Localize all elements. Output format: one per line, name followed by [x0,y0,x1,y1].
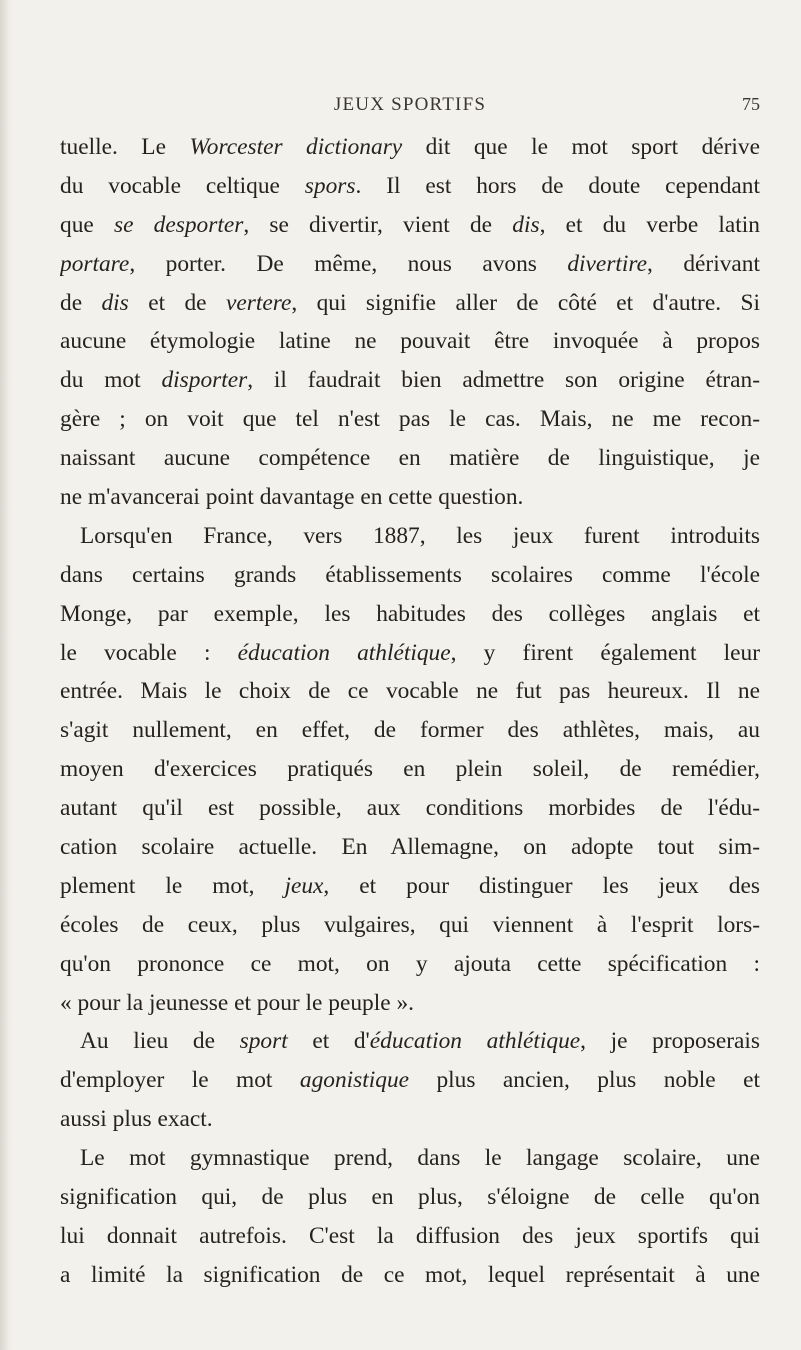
text-line [60,595,760,634]
text-segment: qu'on prononce ce mot, on y ajouta cette spécification : [60,950,760,977]
text-line [60,634,760,673]
text-segment: , et pour distinguer les jeux des [323,872,760,899]
text-line [60,361,760,400]
text-line [60,867,760,906]
italic-term: disporter [161,367,248,394]
running-title: JEUX SPORTIFS [333,94,487,115]
text-segment: naissant aucune compétence en matière de linguistique, je [60,445,760,472]
italic-term: éducation athlétique [369,1028,581,1055]
text-segment: Lorsqu'en France, vers 1887, les jeux furent introduits [80,522,760,549]
text-line [60,789,760,828]
page-edge-shadow [0,0,14,1350]
page-number: 75 [742,94,760,114]
text-line [60,322,760,361]
text-segment: tuelle. Le [60,134,190,160]
italic-term: spors [304,172,356,199]
text-segment: , dérivant [647,250,760,277]
text-segment: que [60,211,114,238]
text-segment: Monge, par exemple, les habitudes des collèges anglais et [60,600,760,627]
italic-term: agonistique [299,1067,410,1094]
text-line [60,556,760,595]
text-line [60,1100,760,1139]
italic-term: Worcester dictionary [189,134,403,160]
page-header [60,94,760,120]
text-segment: et d' [287,1028,370,1055]
text-line [60,906,760,945]
text-line [60,750,760,789]
text-segment: , se divertir, vient de [243,211,513,238]
text-line [60,439,760,478]
text-line [60,1256,760,1295]
text-line [60,167,760,206]
text-line [60,245,760,284]
text-segment: le vocable : [60,639,238,666]
text-line [60,128,760,167]
text-segment: dit que le mot sport dérive [402,134,760,160]
text-line [60,711,760,750]
text-line [60,400,760,439]
text-segment: du vocable celtique [60,172,305,199]
text-segment: . Il est hors de doute cependant [355,172,760,199]
text-line [60,284,760,323]
italic-term: portare [60,250,130,277]
text-segment: , et du verbe latin [539,211,760,238]
text-segment: signification qui, de plus en plus, s'éloigne de celle qu'on [60,1184,760,1211]
text-segment: plus ancien, plus noble et [409,1067,760,1094]
text-segment: Le mot gymnastique prend, dans le langage scolaire, une [80,1145,760,1172]
text-segment: aussi plus exact. [60,1106,213,1133]
text-segment: moyen d'exercices pratiqués en plein soleil, de remédier, [60,756,760,783]
text-segment: entrée. Mais le choix de ce vocable ne fut pas heureux. Il ne [60,678,760,705]
text-segment: d'employer le mot [60,1067,300,1094]
italic-term: se desporter [113,211,244,238]
text-segment: écoles de ceux, plus vulgaires, qui viennent à l'esprit lors- [60,911,760,938]
text-line [60,945,760,984]
text-segment: , y firent également leur [450,639,760,666]
italic-term: sport [239,1028,288,1055]
text-segment: de [60,289,102,316]
italic-term: divertire [567,250,648,277]
text-segment: , il faudrait bien admettre son origine étran- [247,367,760,394]
text-segment: lui donnait autrefois. C'est la diffusion des jeux sportifs qui [60,1222,760,1249]
text-segment: ne m'avancerai point davantage en cette question. [60,484,524,511]
text-segment: gère ; on voit que tel n'est pas le cas. Mais, ne me recon- [60,406,760,433]
italic-term: éducation athlétique [237,639,451,666]
text-line [60,1217,760,1256]
text-line [60,517,760,556]
text-segment: dans certains grands établissements scolaires comme l'école [60,561,760,588]
italic-term: dis [512,211,540,238]
text-line [60,478,760,517]
text-segment: et de [128,289,226,316]
text-segment: Au lieu de [80,1028,240,1055]
text-line [60,206,760,245]
text-segment: , qui signifie aller de côté et d'autre. Si [291,289,760,316]
italic-term: vertere [225,289,292,316]
text-line [60,1022,760,1061]
text-line [60,1178,760,1217]
text-segment: aucune étymologie latine ne pouvait être invoquée à propos [60,328,760,355]
text-segment: a limité la signification de ce mot, lequel représentait à une [60,1261,760,1288]
text-segment: du mot [60,367,162,394]
italic-term: dis [101,289,129,316]
text-segment: cation scolaire actuelle. En Allemagne, on adopte tout sim- [60,834,760,861]
text-line [60,672,760,711]
text-segment: , je proposerais [580,1028,760,1055]
text-segment: , porter. De même, nous avons [129,250,568,277]
text-segment: « pour la jeunesse et pour le peuple ». [60,989,415,1016]
text-line [60,984,760,1023]
text-line [60,828,760,867]
body-text [60,128,760,1295]
text-segment: s'agit nullement, en effet, de former des athlètes, mais, au [60,717,760,744]
text-line [60,1061,760,1100]
text-segment: autant qu'il est possible, aux conditions morbides de l'édu- [60,795,760,822]
italic-term: jeux [284,872,324,899]
text-segment: plement le mot, [60,872,285,899]
text-line [60,1139,760,1178]
